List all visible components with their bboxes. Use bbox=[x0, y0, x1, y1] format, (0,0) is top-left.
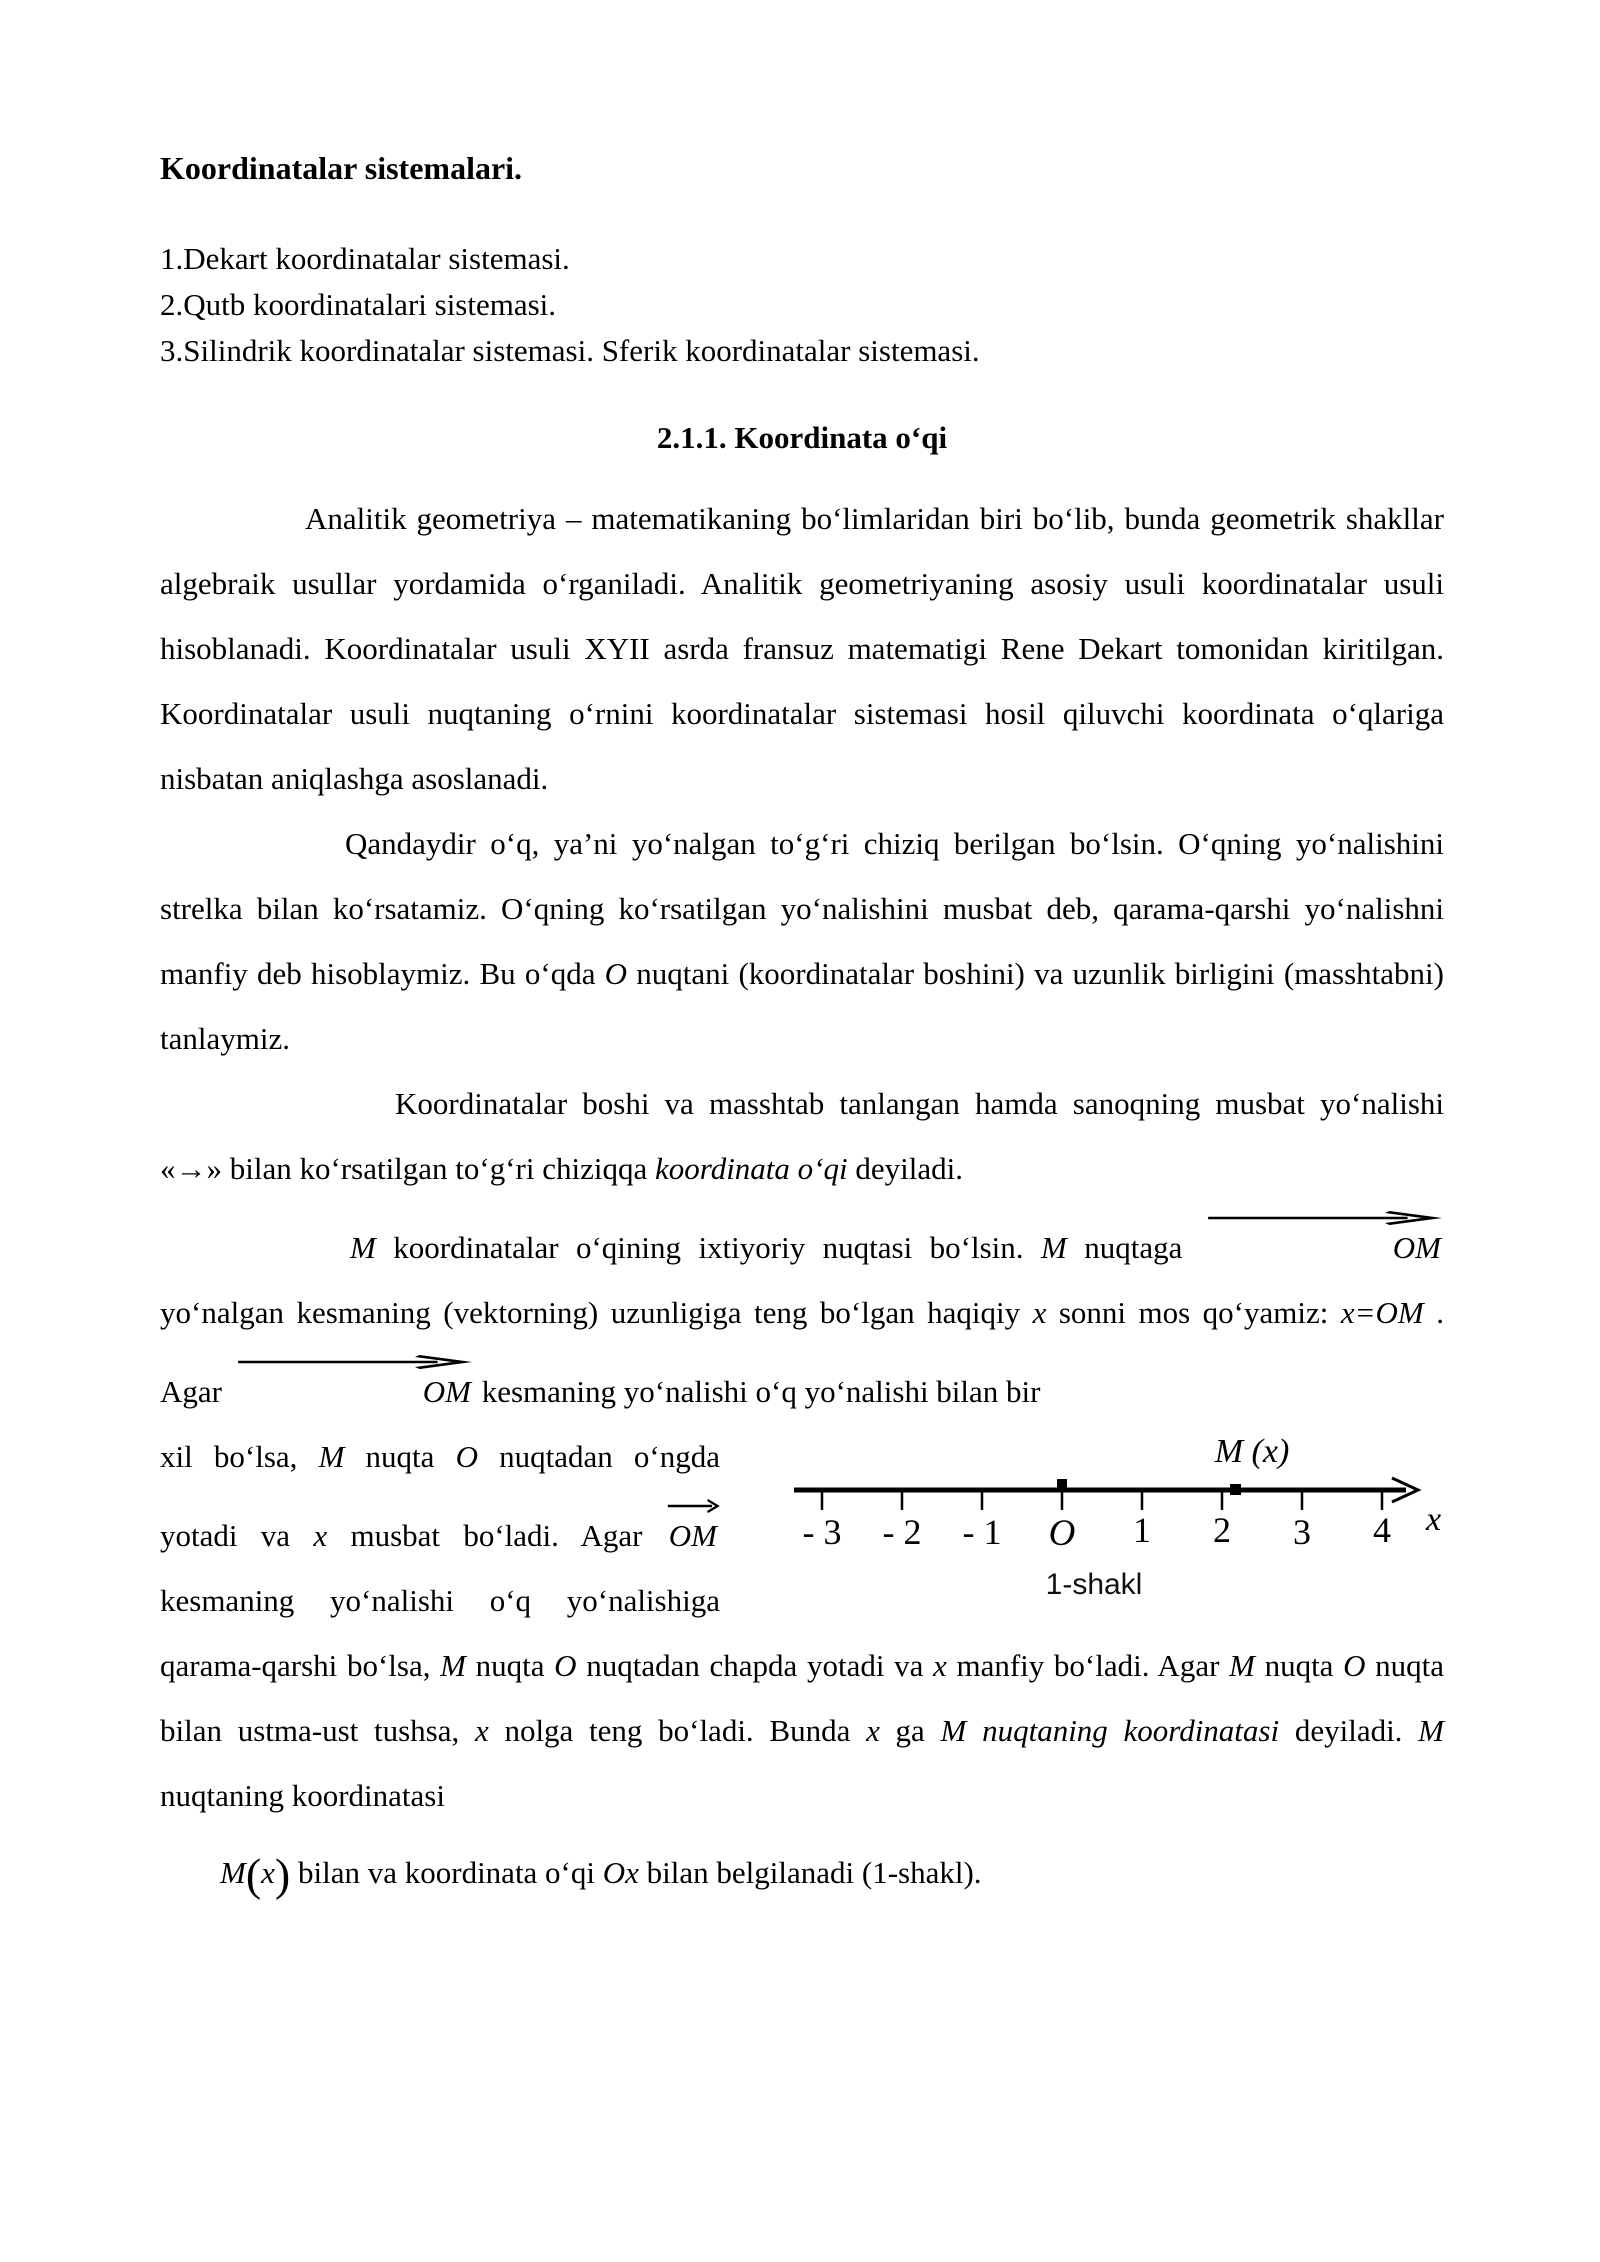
tick-label: 2 bbox=[1213, 1510, 1231, 1550]
math-symbol-M: M bbox=[1229, 1648, 1255, 1683]
vector-text: OM bbox=[1392, 1230, 1442, 1265]
tick-label: 3 bbox=[1293, 1512, 1311, 1552]
text-segment: deyiladi. bbox=[1279, 1713, 1419, 1748]
text-segment: bilan va koordinata o‘qi bbox=[290, 1855, 603, 1890]
math-symbol-O: O bbox=[554, 1648, 577, 1683]
vector-text: OM bbox=[668, 1518, 717, 1553]
document-title: Koordinatalar sistemalari. bbox=[160, 150, 523, 186]
vector-arrow-icon bbox=[1200, 1209, 1444, 1225]
text-segment: kesmaning yo‘nalishi o‘q yo‘nalishiga qarama-qarshi bo‘lsa, bbox=[160, 1583, 720, 1683]
list-item: 2.Qutb koordinatalari sistemasi. bbox=[160, 287, 557, 322]
close-paren: ) bbox=[274, 1849, 291, 1900]
paragraph-point-M-part1 bbox=[160, 1201, 1444, 1424]
text-segment: Qandaydir o‘q, ya’ni yo‘nalgan to‘g‘ri chiziq berilgan bo‘lsin. O‘qning yo‘nalishini strelka bilan ko‘rsatamiz. O‘qning ko‘rsatilgan yo‘nalishini musbat deb, qarama-qarshi yo‘nalishni manfiy deb hisoblaymiz. Bu o‘qda bbox=[160, 826, 1444, 991]
text-segment: bilan belgilanadi (1-shakl). bbox=[638, 1855, 982, 1890]
math-symbol-Ox: Ox bbox=[602, 1855, 639, 1890]
tick-label: 1 bbox=[1133, 1510, 1151, 1550]
math-expression: x=OM bbox=[1340, 1295, 1424, 1330]
figure-caption: 1-shakl bbox=[1045, 1568, 1143, 1601]
vector-notation-OM bbox=[666, 1489, 720, 1553]
math-symbol-O: O bbox=[1343, 1648, 1366, 1683]
text-segment: manfiy bo‘ladi. Agar bbox=[946, 1648, 1230, 1683]
math-symbol-x: x bbox=[313, 1518, 328, 1553]
text-segment: kesmaning yo‘nalishi o‘q yo‘nalishi bilan bir bbox=[473, 1374, 1041, 1409]
paragraph-notation bbox=[160, 1840, 1444, 1905]
list-item: 3.Silindrik koordinatalar sistemasi. Sferik koordinatalar sistemasi. bbox=[160, 333, 980, 368]
italic-term: nuqtaning koordinatasi bbox=[966, 1713, 1280, 1748]
point-marker bbox=[1230, 1484, 1241, 1495]
math-symbol-M: M bbox=[1418, 1713, 1444, 1748]
math-symbol-M: M bbox=[350, 1230, 376, 1265]
text-segment: nuqta bbox=[465, 1648, 555, 1683]
figure-number-line bbox=[744, 1432, 1444, 1602]
text-segment: nuqtaga bbox=[1066, 1230, 1200, 1265]
number-line-axis bbox=[744, 1432, 1444, 1554]
math-symbol-x: x bbox=[474, 1713, 489, 1748]
math-symbol-x: x bbox=[261, 1855, 275, 1890]
text-segment: nolga teng bo‘ladi. Bunda bbox=[488, 1713, 867, 1748]
numbered-list bbox=[160, 236, 1444, 374]
paragraph-coordinate-axis-definition bbox=[160, 1071, 1444, 1201]
paragraph-axis-direction bbox=[160, 811, 1444, 1071]
text-segment: nuqtani (koordinatalar boshini) va uzunlik birligini (masshtabni) tanlaymiz. bbox=[160, 956, 1444, 1056]
tick-label: O bbox=[1048, 1513, 1076, 1554]
math-symbol-M: M bbox=[940, 1713, 967, 1748]
vector-arrow-icon bbox=[666, 1497, 720, 1513]
section-heading: 2.1.1. Koordinata o‘qi bbox=[656, 420, 948, 455]
paragraph-point-M-part2 bbox=[160, 1424, 1444, 1828]
text-segment: koordinatalar o‘qining ixtiyoriy nuqtasi bo‘lsin. bbox=[375, 1230, 1041, 1265]
text-segment: nuqta bilan ustma-ust tushsa, bbox=[160, 1648, 1445, 1748]
math-symbol-M: M bbox=[318, 1439, 345, 1474]
text-segment: nuqtaning koordinatasi bbox=[160, 1778, 445, 1813]
axis-label-x: x bbox=[1426, 1501, 1442, 1538]
text-segment: xil bo‘lsa, bbox=[160, 1439, 319, 1474]
tick-label: - 3 bbox=[802, 1512, 842, 1552]
italic-term: koordinata o‘qi bbox=[655, 1151, 848, 1186]
text-segment: nuqtadan o‘ngda yotadi va bbox=[160, 1439, 720, 1553]
text-segment: ga bbox=[879, 1713, 941, 1748]
vector-notation-OM bbox=[1200, 1201, 1444, 1265]
vector-notation-OM bbox=[230, 1345, 474, 1409]
text-segment: nuqtadan chapda yotadi va bbox=[576, 1648, 934, 1683]
text-segment: musbat bo‘ladi. Agar bbox=[327, 1518, 666, 1553]
origin-marker bbox=[1057, 1479, 1067, 1489]
math-symbol-M: M bbox=[220, 1855, 246, 1890]
text-segment: yo‘nalgan kesmaning (vektorning) uzunligiga teng bo‘lgan haqiqiy bbox=[160, 1295, 1033, 1330]
math-symbol-O: O bbox=[604, 956, 628, 991]
text-segment: . Agar bbox=[160, 1295, 1444, 1409]
point-label: M (x) bbox=[1214, 1433, 1290, 1470]
paragraph-analytic-geometry: Analitik geometriya – matematikaning bo‘limlaridan biri bo‘lib, bunda geometrik shakllar algebraik usullar yordamida o‘rganiladi. Analitik geometriyaning asosiy usuli koordinatalar usuli hisoblanadi. Koordinatalar usuli XYII asrda fransuz matematigi Rene Dekart tomonidan kiritilgan. Koordinatalar usuli nuqtaning o‘rnini koordinatalar sistemasi hosil qiluvchi koordinata o‘qlariga nisbatan aniqlashga asoslanadi. bbox=[160, 501, 1444, 796]
tick-label: - 2 bbox=[882, 1512, 922, 1552]
tick-label: - 1 bbox=[962, 1512, 1002, 1552]
math-symbol-x: x bbox=[866, 1713, 880, 1748]
math-symbol-M: M bbox=[1040, 1230, 1067, 1265]
open-paren: ( bbox=[245, 1849, 262, 1900]
text-segment: deyiladi. bbox=[847, 1151, 963, 1186]
vector-text: OM bbox=[422, 1374, 471, 1409]
text-segment: nuqta bbox=[1254, 1648, 1344, 1683]
tick-label: 4 bbox=[1373, 1510, 1391, 1550]
math-symbol-x: x bbox=[1032, 1295, 1047, 1330]
math-symbol-M: M bbox=[440, 1648, 466, 1683]
text-segment: sonni mos qo‘yamiz: bbox=[1046, 1295, 1341, 1330]
text-segment: Koordinatalar boshi va masshtab tanlangan hamda sanoqning musbat yo‘nalishi «→» bilan ko‘rsatilgan to‘g‘ri chiziqqa bbox=[160, 1086, 1444, 1186]
list-item: 1.Dekart koordinatalar sistemasi. bbox=[160, 241, 570, 276]
math-symbol-x: x bbox=[933, 1648, 947, 1683]
vector-arrow-icon bbox=[230, 1353, 474, 1369]
text-segment: nuqta bbox=[344, 1439, 456, 1474]
math-symbol-O: O bbox=[455, 1439, 478, 1474]
